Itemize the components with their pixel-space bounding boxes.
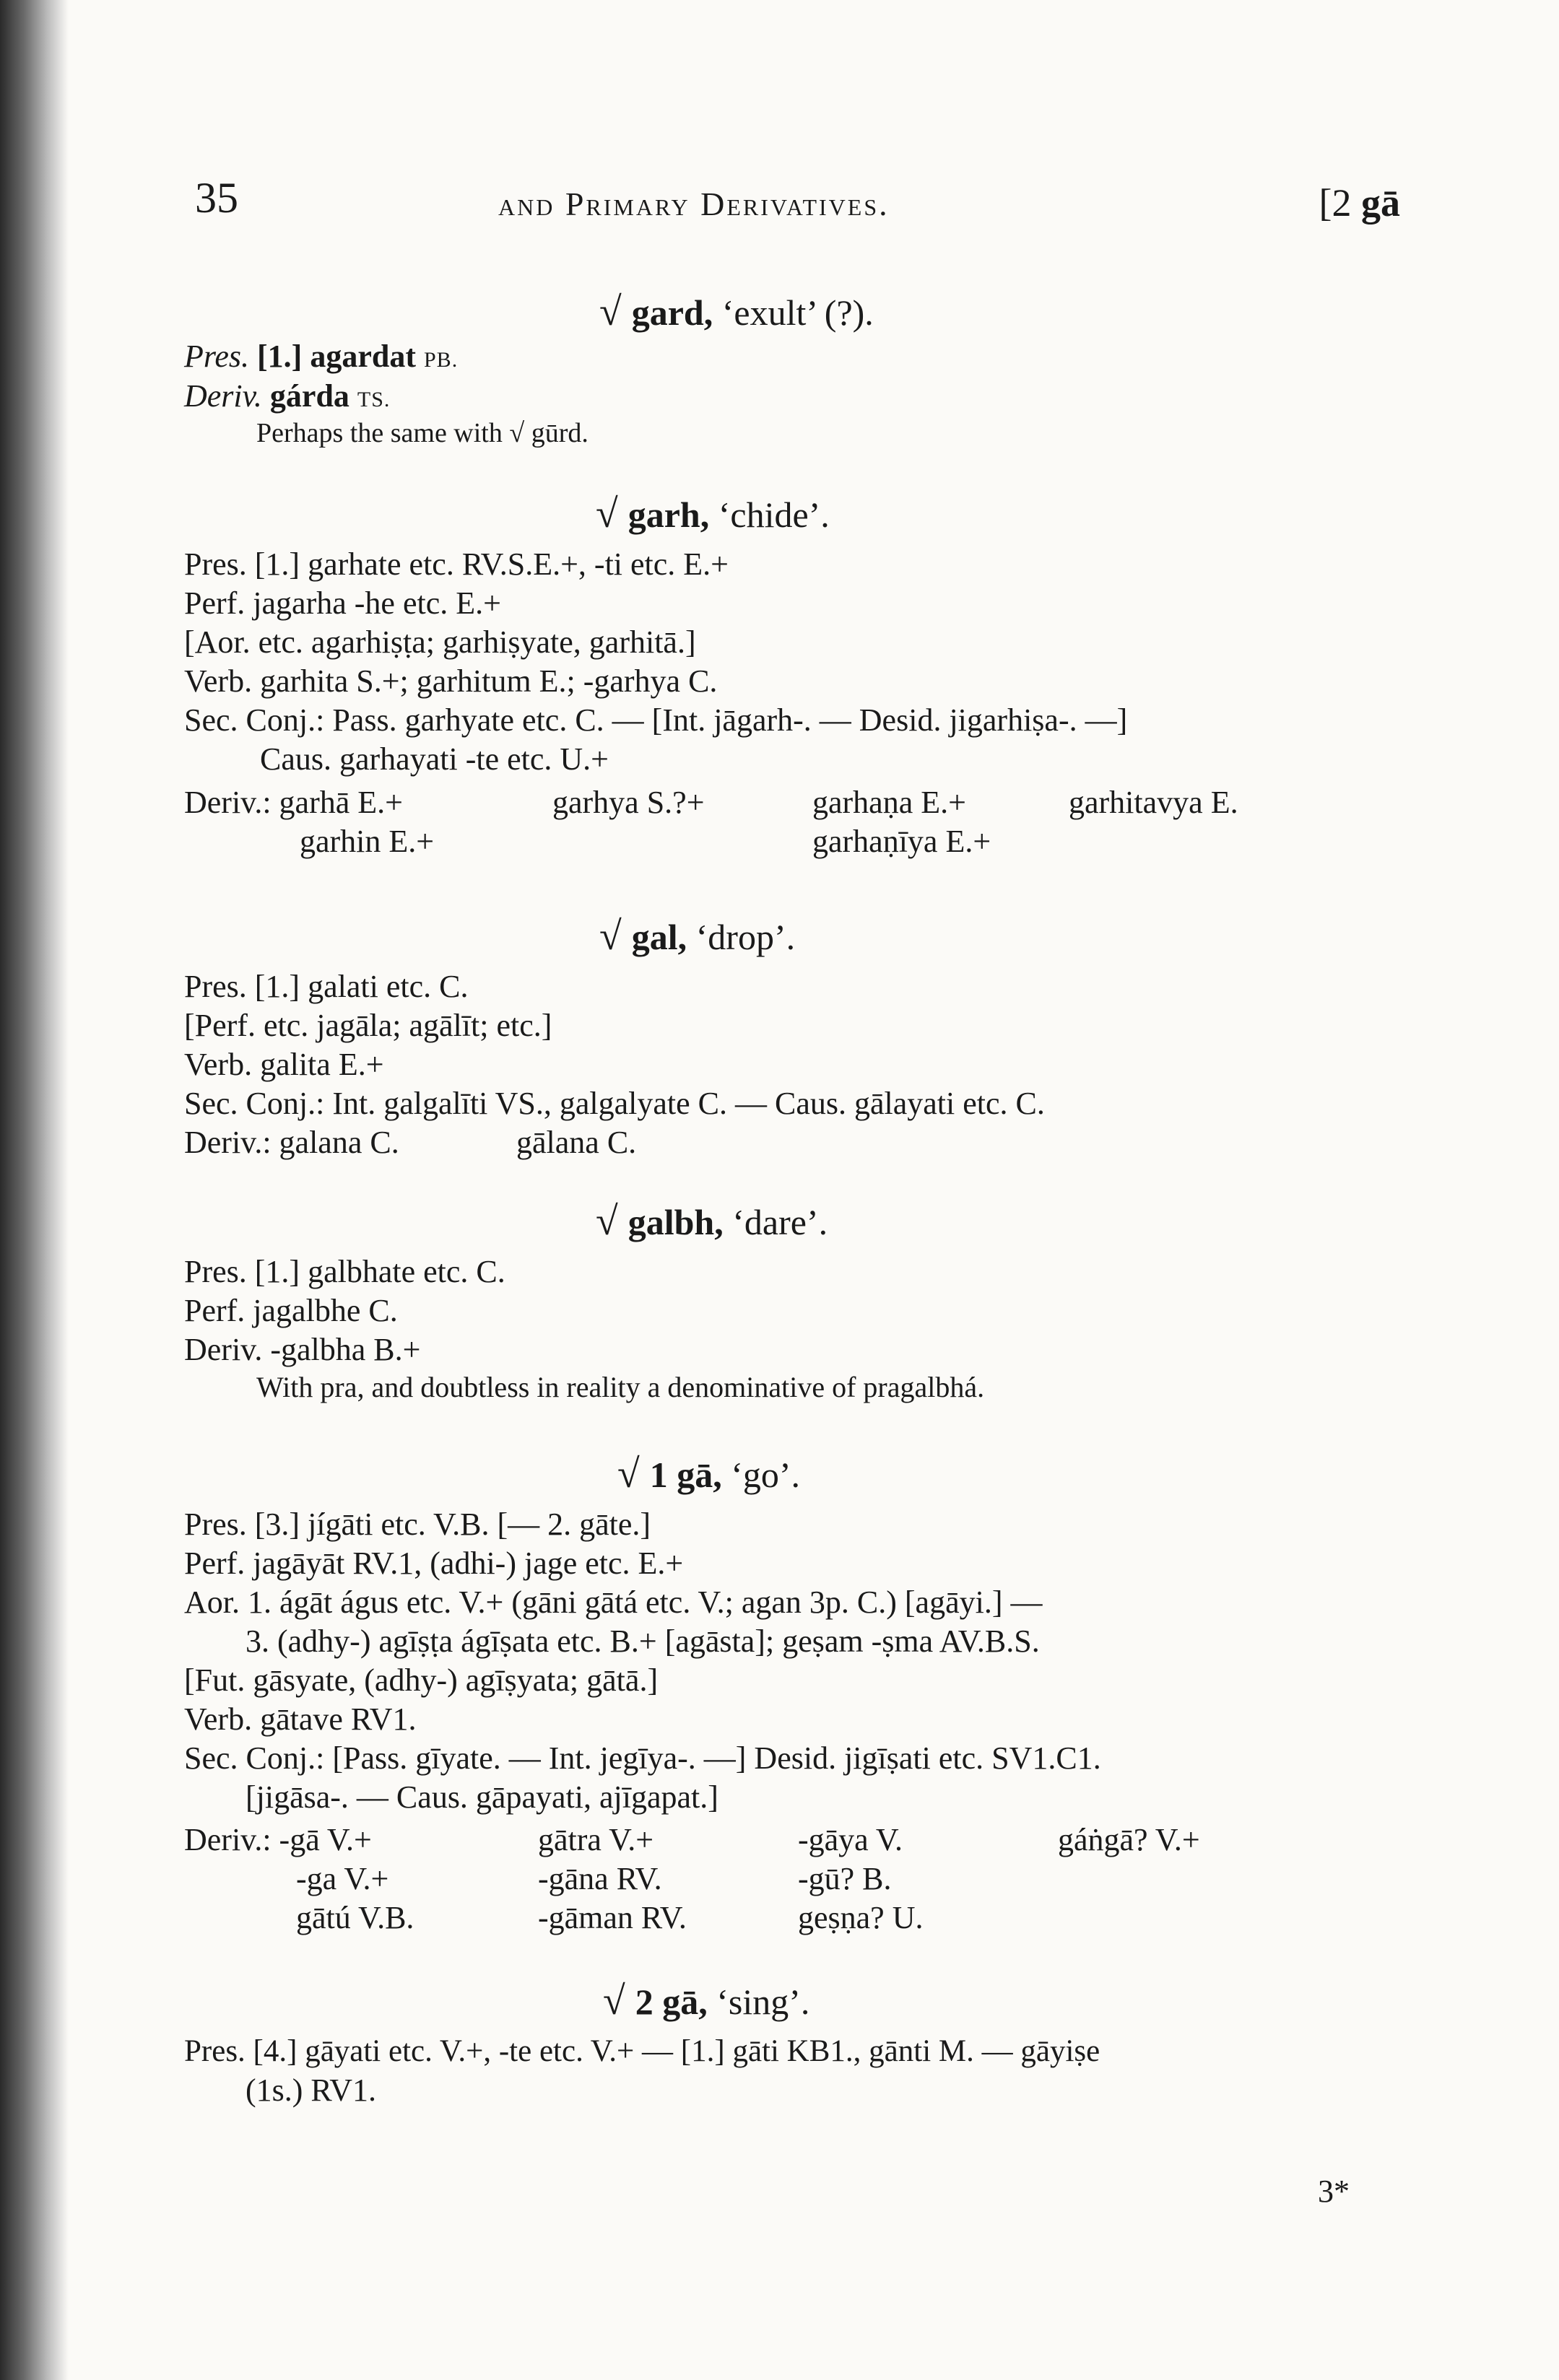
page-number: 35 [195, 174, 238, 222]
entry-line: Pres. [1.] agardat PB. [184, 339, 459, 374]
entry-line: Deriv. gárda TS. [184, 378, 391, 414]
deriv-item: garhaṇīya E.+ [812, 824, 991, 859]
deriv-item: -gāman RV. [538, 1900, 687, 1935]
entry-line: Pres. [1.] garhate etc. RV.S.E.+, -ti etc. E.+ [184, 546, 729, 582]
deriv-item: garhitavya E. [1069, 785, 1238, 820]
radical-sign-icon: √ [599, 289, 622, 334]
deriv-item: Deriv.: -gā V.+ [184, 1822, 372, 1857]
book-spine-shadow [0, 0, 69, 2380]
running-root: [2 gā [1319, 181, 1400, 225]
entry-line: Caus. garhayati -te etc. U.+ [260, 741, 609, 777]
deriv-item: -ga V.+ [296, 1861, 389, 1896]
entry-line: Pres. [1.] galati etc. C. [184, 969, 469, 1004]
root-heading: √ gal, ‘drop’. [599, 914, 796, 959]
entry-line: 3. (adhy-) agīṣṭa ágīṣata etc. B.+ [agāsta]; geṣam -ṣma AV.B.S. [246, 1623, 1040, 1659]
radical-sign-icon: √ [617, 1452, 640, 1496]
root-heading: √ 1 gā, ‘go’. [617, 1452, 801, 1496]
deriv-item: -gū? B. [798, 1861, 892, 1896]
entry-note: Perhaps the same with √ gūrd. [256, 418, 589, 448]
entry-line: Sec. Conj.: Int. galgalīti VS., galgalyate C. — Caus. gālayati etc. C. [184, 1086, 1045, 1121]
entry-line: [Fut. gāsyate, (adhy-) agīṣyata; gātā.] [184, 1662, 659, 1698]
radical-sign-icon: √ [599, 914, 622, 959]
entry-line: Sec. Conj.: Pass. garhyate etc. C. — [Int. jāgarh-. — Desid. jigarhiṣa-. —] [184, 702, 1128, 738]
entry-line: Deriv. -galbha B.+ [184, 1332, 421, 1367]
deriv-item: gālana C. [516, 1125, 637, 1160]
entry-line: Pres. [1.] galbhate etc. C. [184, 1254, 505, 1289]
deriv-item: Deriv.: garhā E.+ [184, 785, 403, 820]
deriv-item: gáṅgā? V.+ [1058, 1822, 1200, 1857]
signature-mark: 3* [1318, 2174, 1350, 2209]
entry-line: Perf. jagarha -he etc. E.+ [184, 585, 501, 621]
radical-sign-icon: √ [603, 1979, 625, 2023]
root-heading: √ gard, ‘exult’ (?). [599, 289, 874, 334]
entry-line: [jigāsa-. — Caus. gāpayati, ajīgapat.] [246, 1779, 718, 1815]
entry-line: Perf. jagāyāt RV.1, (adhi-) jage etc. E.+ [184, 1546, 684, 1581]
entry-line: Verb. gātave RV1. [184, 1701, 417, 1737]
entry-line: Pres. [4.] gāyati etc. V.+, -te etc. V.+ — [1.] gāti KB1., gānti M. — gāyiṣe [184, 2034, 1100, 2068]
radical-sign-icon: √ [596, 1199, 618, 1244]
root-heading: √ galbh, ‘dare’. [596, 1199, 828, 1244]
entry-line: [Perf. etc. jagāla; agālīt; etc.] [184, 1008, 552, 1043]
root-heading: √ garh, ‘chide’. [596, 492, 830, 536]
entry-line: Verb. garhita S.+; garhitum E.; -garhya C. [184, 663, 718, 699]
deriv-item: geṣṇa? U. [798, 1900, 924, 1935]
deriv-item: Deriv.: galana C. [184, 1125, 399, 1160]
deriv-item: gātú V.B. [296, 1900, 414, 1935]
radical-sign-icon: √ [596, 492, 618, 536]
entry-line: Perf. jagalbhe C. [184, 1293, 398, 1328]
entry-line: [Aor. etc. agarhiṣṭa; garhiṣyate, garhitā.] [184, 624, 696, 660]
entry-line: (1s.) RV1. [246, 2072, 377, 2108]
entry-line: Pres. [3.] jígāti etc. V.B. [— 2. gāte.] [184, 1507, 651, 1542]
entry-line: Sec. Conj.: [Pass. gīyate. — Int. jegīya-. —] Desid. jigīṣati etc. SV1.C1. [184, 1740, 1101, 1776]
root-heading: √ 2 gā, ‘sing’. [603, 1979, 810, 2023]
entry-line: Aor. 1. ágāt águs etc. V.+ (gāni gātá etc. V.; agan 3p. C.) [agāyi.] — [184, 1585, 1043, 1620]
deriv-item: garhin E.+ [300, 824, 435, 859]
deriv-item: -gāya V. [798, 1822, 903, 1857]
deriv-item: gātra V.+ [538, 1822, 654, 1857]
deriv-item: garhya S.?+ [552, 785, 705, 820]
running-header [195, 173, 1400, 231]
deriv-item: garhaṇa E.+ [812, 785, 966, 820]
entry-note: With pra, and doubtless in reality a denominative of pragalbhá. [256, 1371, 985, 1403]
running-title: and Primary Derivatives. [498, 186, 890, 222]
entry-line: Verb. galita E.+ [184, 1047, 384, 1082]
deriv-item: -gāna RV. [538, 1861, 662, 1896]
